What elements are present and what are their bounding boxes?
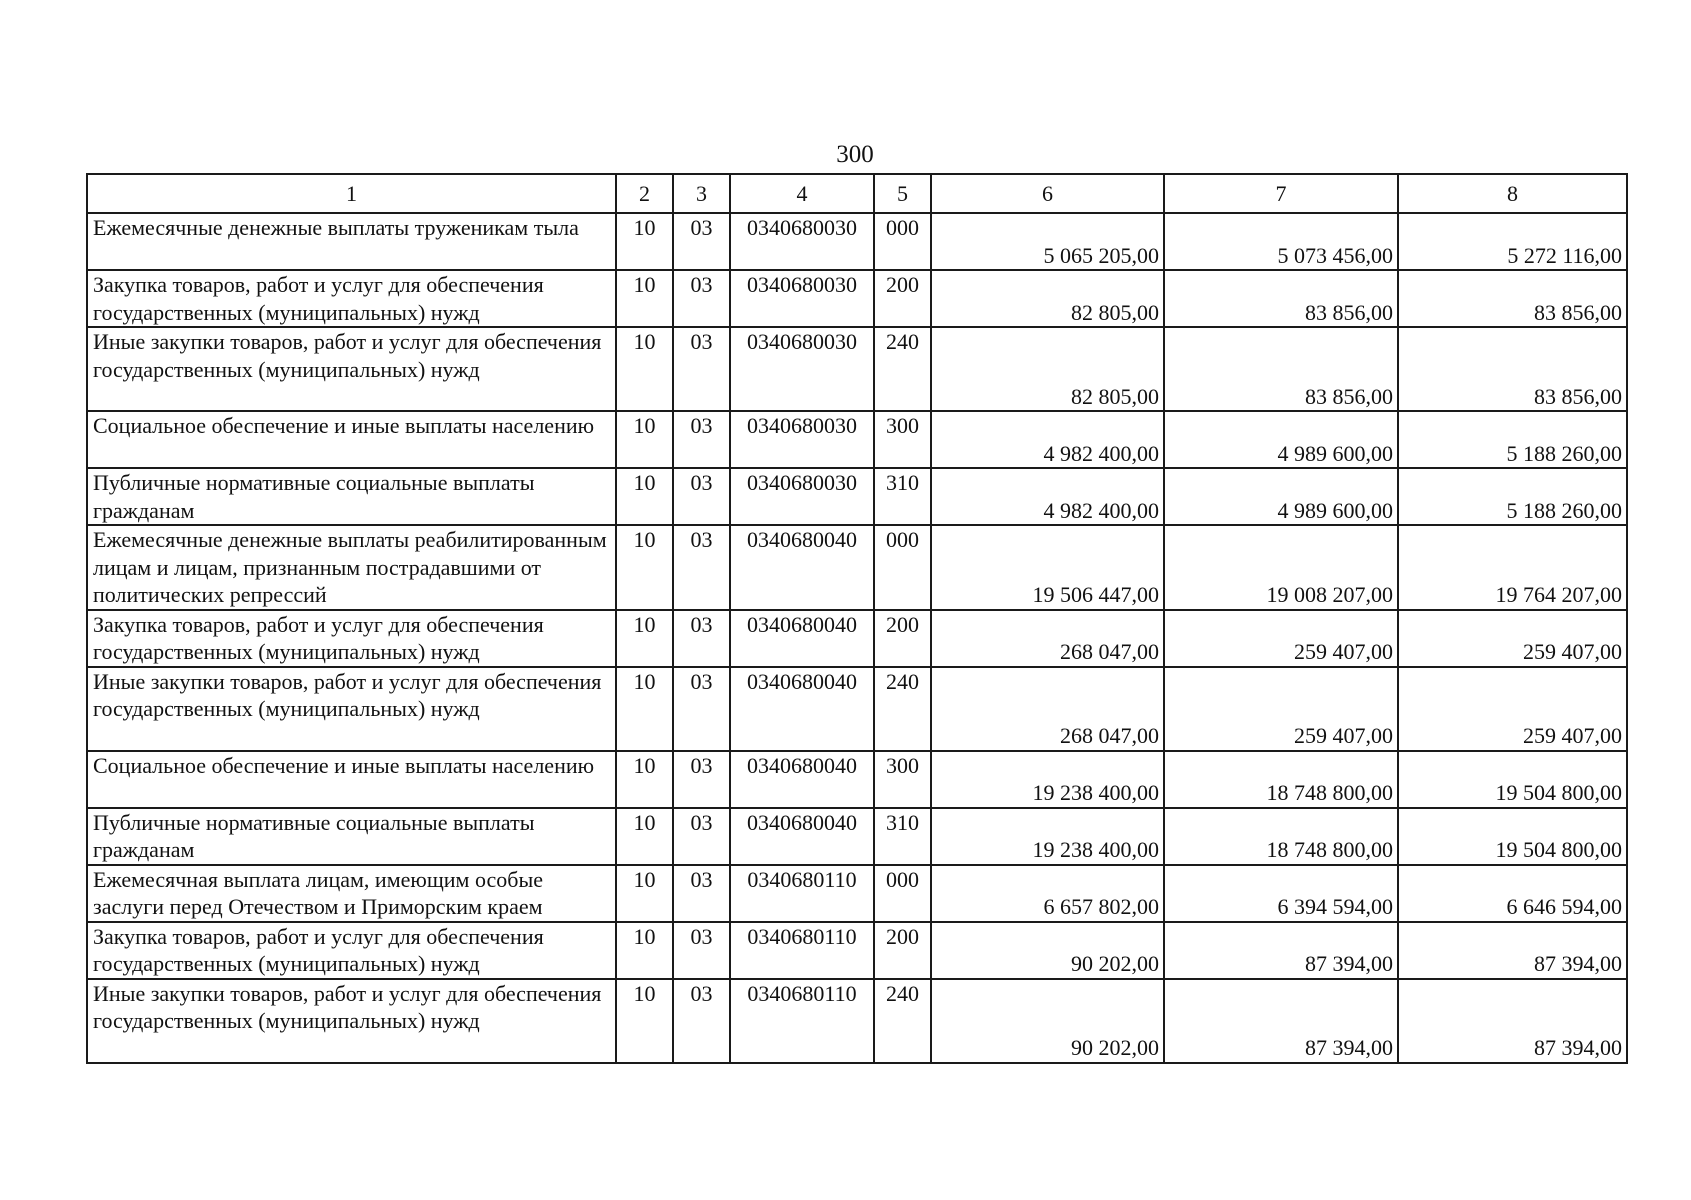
target-article-code: 0340680110 <box>730 922 874 979</box>
expense-type-code: 000 <box>874 525 931 610</box>
expense-type-code: 200 <box>874 270 931 327</box>
item-name: Социальное обеспечение и иные выплаты населению <box>87 751 616 808</box>
amount-col-6: 90 202,00 <box>931 922 1164 979</box>
amount-col-7: 19 008 207,00 <box>1164 525 1398 610</box>
section-code: 10 <box>616 922 673 979</box>
table-row <box>87 865 1627 922</box>
target-article-code: 0340680030 <box>730 213 874 270</box>
amount-col-7: 18 748 800,00 <box>1164 751 1398 808</box>
amount-col-6: 82 805,00 <box>931 270 1164 327</box>
amount-col-8: 259 407,00 <box>1398 667 1627 751</box>
target-article-code: 0340680030 <box>730 270 874 327</box>
target-article-code: 0340680040 <box>730 610 874 667</box>
amount-col-6: 90 202,00 <box>931 979 1164 1063</box>
subsection-code: 03 <box>673 979 730 1063</box>
amount-col-7: 259 407,00 <box>1164 610 1398 667</box>
target-article-code: 0340680110 <box>730 865 874 922</box>
amount-col-8: 83 856,00 <box>1398 327 1627 411</box>
amount-col-8: 5 272 116,00 <box>1398 213 1627 270</box>
table-row <box>87 751 1627 808</box>
expense-type-code: 300 <box>874 411 931 468</box>
budget-table <box>86 173 1628 1064</box>
amount-col-7: 83 856,00 <box>1164 327 1398 411</box>
expense-type-code: 000 <box>874 213 931 270</box>
target-article-code: 0340680110 <box>730 979 874 1063</box>
table-row <box>87 979 1627 1063</box>
subsection-code: 03 <box>673 808 730 865</box>
item-name: Иные закупки товаров, работ и услуг для обеспечения государственных (муниципальных) нужд <box>87 667 616 751</box>
subsection-code: 03 <box>673 213 730 270</box>
expense-type-code: 200 <box>874 922 931 979</box>
subsection-code: 03 <box>673 327 730 411</box>
expense-type-code: 300 <box>874 751 931 808</box>
table-row <box>87 327 1627 411</box>
item-name: Социальное обеспечение и иные выплаты населению <box>87 411 616 468</box>
section-code: 10 <box>616 525 673 610</box>
amount-col-6: 19 506 447,00 <box>931 525 1164 610</box>
column-header: 5 <box>874 174 931 213</box>
amount-col-6: 4 982 400,00 <box>931 411 1164 468</box>
subsection-code: 03 <box>673 922 730 979</box>
target-article-code: 0340680030 <box>730 411 874 468</box>
expense-type-code: 200 <box>874 610 931 667</box>
expense-type-code: 240 <box>874 667 931 751</box>
expense-type-code: 240 <box>874 327 931 411</box>
item-name: Публичные нормативные социальные выплаты гражданам <box>87 468 616 525</box>
item-name: Закупка товаров, работ и услуг для обеспечения государственных (муниципальных) нужд <box>87 610 616 667</box>
item-name: Публичные нормативные социальные выплаты гражданам <box>87 808 616 865</box>
column-header: 6 <box>931 174 1164 213</box>
section-code: 10 <box>616 751 673 808</box>
column-header: 7 <box>1164 174 1398 213</box>
item-name: Ежемесячные денежные выплаты труженикам тыла <box>87 213 616 270</box>
subsection-code: 03 <box>673 411 730 468</box>
amount-col-6: 6 657 802,00 <box>931 865 1164 922</box>
section-code: 10 <box>616 468 673 525</box>
column-header: 2 <box>616 174 673 213</box>
expense-type-code: 240 <box>874 979 931 1063</box>
amount-col-6: 268 047,00 <box>931 667 1164 751</box>
amount-col-8: 87 394,00 <box>1398 979 1627 1063</box>
target-article-code: 0340680040 <box>730 808 874 865</box>
subsection-code: 03 <box>673 270 730 327</box>
amount-col-7: 5 073 456,00 <box>1164 213 1398 270</box>
amount-col-7: 259 407,00 <box>1164 667 1398 751</box>
amount-col-8: 19 764 207,00 <box>1398 525 1627 610</box>
section-code: 10 <box>616 667 673 751</box>
subsection-code: 03 <box>673 667 730 751</box>
amount-col-7: 87 394,00 <box>1164 979 1398 1063</box>
amount-col-8: 6 646 594,00 <box>1398 865 1627 922</box>
table-row <box>87 610 1627 667</box>
section-code: 10 <box>616 979 673 1063</box>
table-row <box>87 808 1627 865</box>
expense-type-code: 000 <box>874 865 931 922</box>
section-code: 10 <box>616 610 673 667</box>
section-code: 10 <box>616 213 673 270</box>
item-name: Закупка товаров, работ и услуг для обеспечения государственных (муниципальных) нужд <box>87 270 616 327</box>
column-header: 3 <box>673 174 730 213</box>
subsection-code: 03 <box>673 865 730 922</box>
page-number: 300 <box>836 141 874 168</box>
amount-col-6: 19 238 400,00 <box>931 751 1164 808</box>
item-name: Иные закупки товаров, работ и услуг для обеспечения государственных (муниципальных) нужд <box>87 327 616 411</box>
section-code: 10 <box>616 865 673 922</box>
amount-col-6: 4 982 400,00 <box>931 468 1164 525</box>
amount-col-6: 268 047,00 <box>931 610 1164 667</box>
amount-col-8: 19 504 800,00 <box>1398 808 1627 865</box>
section-code: 10 <box>616 270 673 327</box>
target-article-code: 0340680040 <box>730 667 874 751</box>
amount-col-7: 83 856,00 <box>1164 270 1398 327</box>
table-row <box>87 922 1627 979</box>
column-header: 8 <box>1398 174 1627 213</box>
header-row <box>87 174 1627 213</box>
item-name: Ежемесячная выплата лицам, имеющим особые заслуги перед Отечеством и Приморским краем <box>87 865 616 922</box>
amount-col-8: 5 188 260,00 <box>1398 411 1627 468</box>
section-code: 10 <box>616 411 673 468</box>
amount-col-7: 6 394 594,00 <box>1164 865 1398 922</box>
table-row <box>87 213 1627 270</box>
item-name: Закупка товаров, работ и услуг для обеспечения государственных (муниципальных) нужд <box>87 922 616 979</box>
column-header: 4 <box>730 174 874 213</box>
amount-col-6: 5 065 205,00 <box>931 213 1164 270</box>
amount-col-7: 87 394,00 <box>1164 922 1398 979</box>
target-article-code: 0340680030 <box>730 327 874 411</box>
expense-type-code: 310 <box>874 468 931 525</box>
amount-col-8: 83 856,00 <box>1398 270 1627 327</box>
table-row <box>87 525 1627 610</box>
section-code: 10 <box>616 808 673 865</box>
column-header: 1 <box>87 174 616 213</box>
amount-col-8: 87 394,00 <box>1398 922 1627 979</box>
amount-col-8: 259 407,00 <box>1398 610 1627 667</box>
amount-col-6: 82 805,00 <box>931 327 1164 411</box>
item-name: Иные закупки товаров, работ и услуг для обеспечения государственных (муниципальных) нужд <box>87 979 616 1063</box>
amount-col-8: 19 504 800,00 <box>1398 751 1627 808</box>
item-name: Ежемесячные денежные выплаты реабилитированным лицам и лицам, признанным пострадавшими от политических репрессий <box>87 525 616 610</box>
subsection-code: 03 <box>673 468 730 525</box>
target-article-code: 0340680040 <box>730 751 874 808</box>
subsection-code: 03 <box>673 610 730 667</box>
subsection-code: 03 <box>673 751 730 808</box>
target-article-code: 0340680030 <box>730 468 874 525</box>
amount-col-7: 4 989 600,00 <box>1164 468 1398 525</box>
table-row <box>87 270 1627 327</box>
amount-col-7: 4 989 600,00 <box>1164 411 1398 468</box>
table-row <box>87 667 1627 751</box>
amount-col-6: 19 238 400,00 <box>931 808 1164 865</box>
section-code: 10 <box>616 327 673 411</box>
table-row <box>87 411 1627 468</box>
expense-type-code: 310 <box>874 808 931 865</box>
amount-col-8: 5 188 260,00 <box>1398 468 1627 525</box>
amount-col-7: 18 748 800,00 <box>1164 808 1398 865</box>
subsection-code: 03 <box>673 525 730 610</box>
table-row <box>87 468 1627 525</box>
target-article-code: 0340680040 <box>730 525 874 610</box>
